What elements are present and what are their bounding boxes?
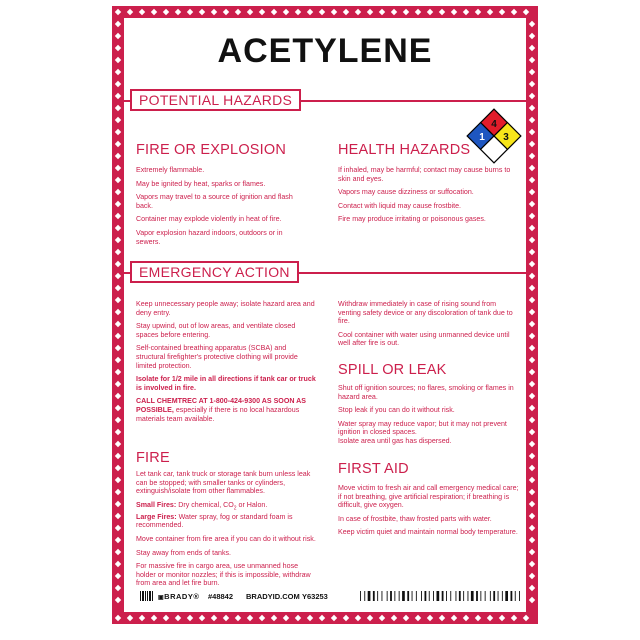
- sign-title: ACETYLENE: [217, 32, 433, 70]
- list-item: Stay away from ends of tanks.: [136, 548, 232, 557]
- list-item: Move victim to fresh air and call emergency medical care; if not breathing, give artificial respiration; if breathing is difficult, give oxygen.: [338, 484, 519, 510]
- list-item: Cool container with water using unmanned device until well after fire is out.: [338, 330, 510, 348]
- list-item: Container may explode violently in heat of fire.: [136, 215, 282, 224]
- brand-logo: ▣BRADY®: [158, 592, 200, 601]
- list-item: Move container from fire area if you can do it without risk.: [136, 534, 316, 543]
- list-item: Vapor explosion hazard indoors, outdoors or in sewers.: [136, 228, 283, 246]
- spill-leak-list: [338, 384, 520, 451]
- fire-explosion-list: [136, 166, 306, 251]
- safety-sign: [112, 6, 538, 624]
- nfpa-reactivity-value: 3: [503, 132, 509, 143]
- list-item: Self-contained breathing apparatus (SCBA) and structural firefighter's protective clothing will provide limited protection.: [136, 344, 298, 370]
- list-item: Small Fires: Dry chemical, $CO_2$ or Halon. Large Fires: Water spray, fog or standard foam is recommended.: [136, 500, 293, 530]
- list-item: Withdraw immediately in case of rising sound from venting safety device or any discoloration of tank due to fire.: [338, 300, 513, 326]
- list-item: Keep victim quiet and maintain normal body temperature.: [338, 528, 518, 537]
- part-number: #48842: [208, 592, 234, 601]
- heading-fire-explosion: FIRE OR EXPLOSION: [136, 142, 287, 158]
- first-aid-list: [338, 484, 520, 542]
- list-item: Stop leak if you can do it without risk.: [338, 406, 455, 415]
- emergency-action-list: [136, 300, 316, 428]
- barcode-icon-left: [140, 591, 154, 601]
- list-item: Extremely flammable.: [136, 166, 205, 174]
- list-item: Stay upwind, out of low areas, and ventilate closed spaces before entering.: [136, 322, 296, 339]
- fire-list: [136, 470, 318, 593]
- heading-health-hazards: HEALTH HAZARDS: [338, 142, 471, 158]
- list-item: May be ignited by heat, sparks or flames.: [136, 179, 266, 188]
- sign-body: [124, 18, 526, 612]
- list-item: Shut off ignition sources; no flares, smoking or flames in hazard area.: [338, 384, 514, 401]
- list-item: Water spray may reduce vapor; but it may not prevent ignition in closed spaces.: [338, 419, 507, 437]
- list-item: Vapors may cause dizziness or suffocation.: [338, 188, 474, 197]
- list-item: Keep unnecessary people away; isolate hazard area and deny entry.: [136, 300, 315, 317]
- list-item: If inhaled, may be harmful; contact may cause burns to skin and eyes.: [338, 166, 511, 183]
- section-title-hazards: POTENTIAL HAZARDS: [130, 89, 301, 111]
- list-item: Isolate area until gas has dispersed.: [338, 436, 452, 445]
- list-item: Fire may produce irritating or poisonous gases.: [338, 215, 486, 224]
- heading-fire: FIRE: [136, 450, 170, 466]
- list-item: For massive fire in cargo area, use unmanned hose holder or monitor nozzles; if this is impossible, withdraw from area and let fire burn.: [136, 562, 311, 588]
- heading-spill-leak: SPILL OR LEAK: [338, 362, 447, 378]
- section-title-emergency: EMERGENCY ACTION: [130, 261, 299, 283]
- website: BRADYID.COM: [246, 592, 300, 601]
- nfpa-flammability-value: 4: [491, 119, 497, 130]
- list-item: In case of frostbite, thaw frosted parts with water.: [338, 514, 492, 523]
- nfpa-health-value: 1: [479, 132, 485, 143]
- health-hazards-list: [338, 166, 518, 229]
- barcode-icon: [360, 591, 520, 601]
- list-item: Let tank car, tank truck or storage tank burn unless leak can be stopped; with smaller tanks or cylinders, extinguish/isolate from other flammables.: [136, 470, 311, 496]
- sign-footer: [0, 592, 640, 604]
- product-code: Y63253: [302, 592, 328, 601]
- list-item: CALL CHEMTREC AT 1-800-424-9300 AS SOON AS POSSIBLE, especially if there is no local hazardous materials team available.: [136, 397, 307, 423]
- list-item: Contact with liquid may cause frostbite.: [338, 201, 462, 210]
- nfpa-diamond-icon: [466, 108, 522, 164]
- heading-first-aid: FIRST AID: [338, 461, 409, 477]
- list-item: Vapors may travel to a source of ignition and flash back.: [136, 193, 293, 210]
- list-item: Isolate for 1/2 mile in all directions if tank car or truck is involved in fire.: [136, 375, 316, 392]
- emergency-action-right-list: [338, 300, 518, 353]
